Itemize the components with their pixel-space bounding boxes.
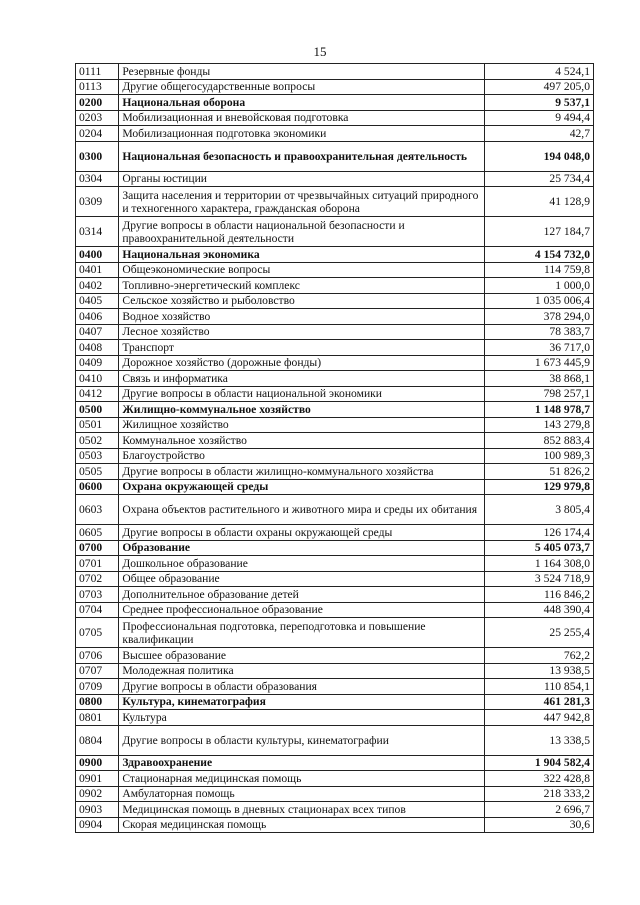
amount-cell: 2 696,7 [485, 802, 594, 818]
section-code-cell: 0412 [76, 386, 119, 402]
table-row [76, 355, 594, 371]
amount-cell: 194 048,0 [485, 141, 594, 171]
table-row [76, 126, 594, 142]
section-name-cell: Амбулаторная помощь [119, 786, 485, 802]
section-name-cell: Сельское хозяйство и рыболовство [119, 293, 485, 309]
section-code-cell: 0500 [76, 402, 119, 418]
budget-table-body [76, 64, 594, 833]
section-code-cell: 0406 [76, 309, 119, 325]
section-code-cell: 0605 [76, 525, 119, 541]
amount-cell: 447 942,8 [485, 710, 594, 726]
section-name-cell: Медицинская помощь в дневных стационарах всех типов [119, 802, 485, 818]
section-name-cell: Водное хозяйство [119, 309, 485, 325]
section-name-cell: Органы юстиции [119, 171, 485, 187]
amount-cell: 114 759,8 [485, 262, 594, 278]
table-row [76, 64, 594, 80]
table-row [76, 433, 594, 449]
section-name-cell: Здравоохранение [119, 755, 485, 771]
section-code-cell: 0800 [76, 694, 119, 710]
section-name-cell: Мобилизационная и вневойсковая подготовка [119, 110, 485, 126]
table-row [76, 755, 594, 771]
table-row [76, 525, 594, 541]
table-row [76, 817, 594, 833]
table-row [76, 141, 594, 171]
section-name-cell: Дорожное хозяйство (дорожные фонды) [119, 355, 485, 371]
table-row [76, 602, 594, 618]
table-row [76, 110, 594, 126]
section-code-cell: 0405 [76, 293, 119, 309]
amount-cell: 762,2 [485, 648, 594, 664]
amount-cell: 51 826,2 [485, 464, 594, 480]
section-code-cell: 0304 [76, 171, 119, 187]
section-code-cell: 0902 [76, 786, 119, 802]
section-name-cell: Общее образование [119, 571, 485, 587]
section-name-cell: Скорая медицинская помощь [119, 817, 485, 833]
section-name-cell: Охрана окружающей среды [119, 479, 485, 495]
section-code-cell: 0203 [76, 110, 119, 126]
table-row [76, 587, 594, 603]
table-row [76, 309, 594, 325]
amount-cell: 378 294,0 [485, 309, 594, 325]
section-name-cell: Высшее образование [119, 648, 485, 664]
section-name-cell: Дополнительное образование детей [119, 587, 485, 603]
section-name-cell: Мобилизационная подготовка экономики [119, 126, 485, 142]
table-row [76, 95, 594, 111]
amount-cell: 1 904 582,4 [485, 755, 594, 771]
table-row [76, 725, 594, 755]
table-row [76, 79, 594, 95]
table-row [76, 386, 594, 402]
amount-cell: 127 184,7 [485, 217, 594, 247]
section-name-cell: Культура [119, 710, 485, 726]
amount-cell: 497 205,0 [485, 79, 594, 95]
section-code-cell: 0200 [76, 95, 119, 111]
page-number: 15 [313, 44, 327, 59]
amount-cell: 852 883,4 [485, 433, 594, 449]
table-row [76, 648, 594, 664]
section-code-cell: 0400 [76, 247, 119, 263]
table-row [76, 663, 594, 679]
section-name-cell: Национальная оборона [119, 95, 485, 111]
section-name-cell: Защита населения и территории от чрезвычайных ситуаций природного и техногенного характера, гражданская оборона [119, 187, 485, 217]
table-row [76, 679, 594, 695]
table-row [76, 293, 594, 309]
section-code-cell: 0705 [76, 618, 119, 648]
amount-cell: 1 000,0 [485, 278, 594, 294]
amount-cell: 4 524,1 [485, 64, 594, 80]
amount-cell: 143 279,8 [485, 417, 594, 433]
section-name-cell: Другие вопросы в области образования [119, 679, 485, 695]
amount-cell: 78 383,7 [485, 324, 594, 340]
table-row [76, 448, 594, 464]
section-name-cell: Топливно-энергетический комплекс [119, 278, 485, 294]
amount-cell: 13 338,5 [485, 725, 594, 755]
section-code-cell: 0314 [76, 217, 119, 247]
amount-cell: 448 390,4 [485, 602, 594, 618]
table-row [76, 464, 594, 480]
amount-cell: 110 854,1 [485, 679, 594, 695]
section-name-cell: Связь и информатика [119, 371, 485, 387]
amount-cell: 100 989,3 [485, 448, 594, 464]
section-name-cell: Национальная экономика [119, 247, 485, 263]
table-row [76, 571, 594, 587]
table-row [76, 556, 594, 572]
amount-cell: 798 257,1 [485, 386, 594, 402]
amount-cell: 1 164 308,0 [485, 556, 594, 572]
table-row [76, 171, 594, 187]
section-name-cell: Другие общегосударственные вопросы [119, 79, 485, 95]
section-name-cell: Другие вопросы в области охраны окружающей среды [119, 525, 485, 541]
section-name-cell: Охрана объектов растительного и животного мира и среды их обитания [119, 495, 485, 525]
section-code-cell: 0505 [76, 464, 119, 480]
amount-cell: 116 846,2 [485, 587, 594, 603]
section-name-cell: Другие вопросы в области национальной экономики [119, 386, 485, 402]
amount-cell: 9 537,1 [485, 95, 594, 111]
table-row [76, 618, 594, 648]
section-code-cell: 0503 [76, 448, 119, 464]
section-name-cell: Резервные фонды [119, 64, 485, 80]
table-row [76, 495, 594, 525]
table-row [76, 324, 594, 340]
budget-table [75, 63, 594, 833]
section-name-cell: Общеэкономические вопросы [119, 262, 485, 278]
table-row [76, 540, 594, 556]
section-code-cell: 0704 [76, 602, 119, 618]
section-code-cell: 0204 [76, 126, 119, 142]
section-name-cell: Другие вопросы в области культуры, кинематографии [119, 725, 485, 755]
section-name-cell: Стационарная медицинская помощь [119, 771, 485, 787]
table-row [76, 710, 594, 726]
table-row [76, 278, 594, 294]
section-code-cell: 0410 [76, 371, 119, 387]
amount-cell: 218 333,2 [485, 786, 594, 802]
section-code-cell: 0309 [76, 187, 119, 217]
section-name-cell: Среднее профессиональное образование [119, 602, 485, 618]
amount-cell: 126 174,4 [485, 525, 594, 541]
section-code-cell: 0501 [76, 417, 119, 433]
section-name-cell: Национальная безопасность и правоохранительная деятельность [119, 141, 485, 171]
section-name-cell: Молодежная политика [119, 663, 485, 679]
section-name-cell: Лесное хозяйство [119, 324, 485, 340]
amount-cell: 13 938,5 [485, 663, 594, 679]
section-code-cell: 0600 [76, 479, 119, 495]
amount-cell: 1 673 445,9 [485, 355, 594, 371]
section-code-cell: 0603 [76, 495, 119, 525]
section-code-cell: 0903 [76, 802, 119, 818]
amount-cell: 25 734,4 [485, 171, 594, 187]
section-code-cell: 0407 [76, 324, 119, 340]
section-name-cell: Транспорт [119, 340, 485, 356]
section-name-cell: Коммунальное хозяйство [119, 433, 485, 449]
table-row [76, 402, 594, 418]
section-name-cell: Благоустройство [119, 448, 485, 464]
amount-cell: 461 281,3 [485, 694, 594, 710]
table-row [76, 217, 594, 247]
section-code-cell: 0113 [76, 79, 119, 95]
table-row [76, 371, 594, 387]
section-code-cell: 0408 [76, 340, 119, 356]
table-row [76, 340, 594, 356]
table-row [76, 262, 594, 278]
section-code-cell: 0502 [76, 433, 119, 449]
amount-cell: 36 717,0 [485, 340, 594, 356]
table-row [76, 694, 594, 710]
amount-cell: 9 494,4 [485, 110, 594, 126]
section-name-cell: Жилищное хозяйство [119, 417, 485, 433]
section-name-cell: Профессиональная подготовка, переподготовка и повышение квалификации [119, 618, 485, 648]
table-row [76, 786, 594, 802]
section-name-cell: Жилищно-коммунальное хозяйство [119, 402, 485, 418]
section-name-cell: Другие вопросы в области национальной безопасности и правоохранительной деятельности [119, 217, 485, 247]
table-row [76, 417, 594, 433]
section-code-cell: 0402 [76, 278, 119, 294]
table-row [76, 802, 594, 818]
section-code-cell: 0700 [76, 540, 119, 556]
amount-cell: 3 524 718,9 [485, 571, 594, 587]
section-name-cell: Образование [119, 540, 485, 556]
amount-cell: 3 805,4 [485, 495, 594, 525]
section-code-cell: 0904 [76, 817, 119, 833]
section-code-cell: 0901 [76, 771, 119, 787]
table-row [76, 187, 594, 217]
table-row [76, 771, 594, 787]
section-name-cell: Другие вопросы в области жилищно-коммунального хозяйства [119, 464, 485, 480]
amount-cell: 1 035 006,4 [485, 293, 594, 309]
section-code-cell: 0300 [76, 141, 119, 171]
section-code-cell: 0111 [76, 64, 119, 80]
section-code-cell: 0709 [76, 679, 119, 695]
amount-cell: 38 868,1 [485, 371, 594, 387]
amount-cell: 30,6 [485, 817, 594, 833]
table-row [76, 247, 594, 263]
section-code-cell: 0801 [76, 710, 119, 726]
amount-cell: 1 148 978,7 [485, 402, 594, 418]
section-code-cell: 0706 [76, 648, 119, 664]
amount-cell: 25 255,4 [485, 618, 594, 648]
amount-cell: 129 979,8 [485, 479, 594, 495]
amount-cell: 4 154 732,0 [485, 247, 594, 263]
section-code-cell: 0900 [76, 755, 119, 771]
section-code-cell: 0707 [76, 663, 119, 679]
section-code-cell: 0702 [76, 571, 119, 587]
section-code-cell: 0401 [76, 262, 119, 278]
section-name-cell: Культура, кинематография [119, 694, 485, 710]
amount-cell: 42,7 [485, 126, 594, 142]
section-code-cell: 0409 [76, 355, 119, 371]
section-code-cell: 0701 [76, 556, 119, 572]
section-code-cell: 0703 [76, 587, 119, 603]
amount-cell: 5 405 073,7 [485, 540, 594, 556]
amount-cell: 322 428,8 [485, 771, 594, 787]
table-row [76, 479, 594, 495]
section-code-cell: 0804 [76, 725, 119, 755]
amount-cell: 41 128,9 [485, 187, 594, 217]
section-name-cell: Дошкольное образование [119, 556, 485, 572]
